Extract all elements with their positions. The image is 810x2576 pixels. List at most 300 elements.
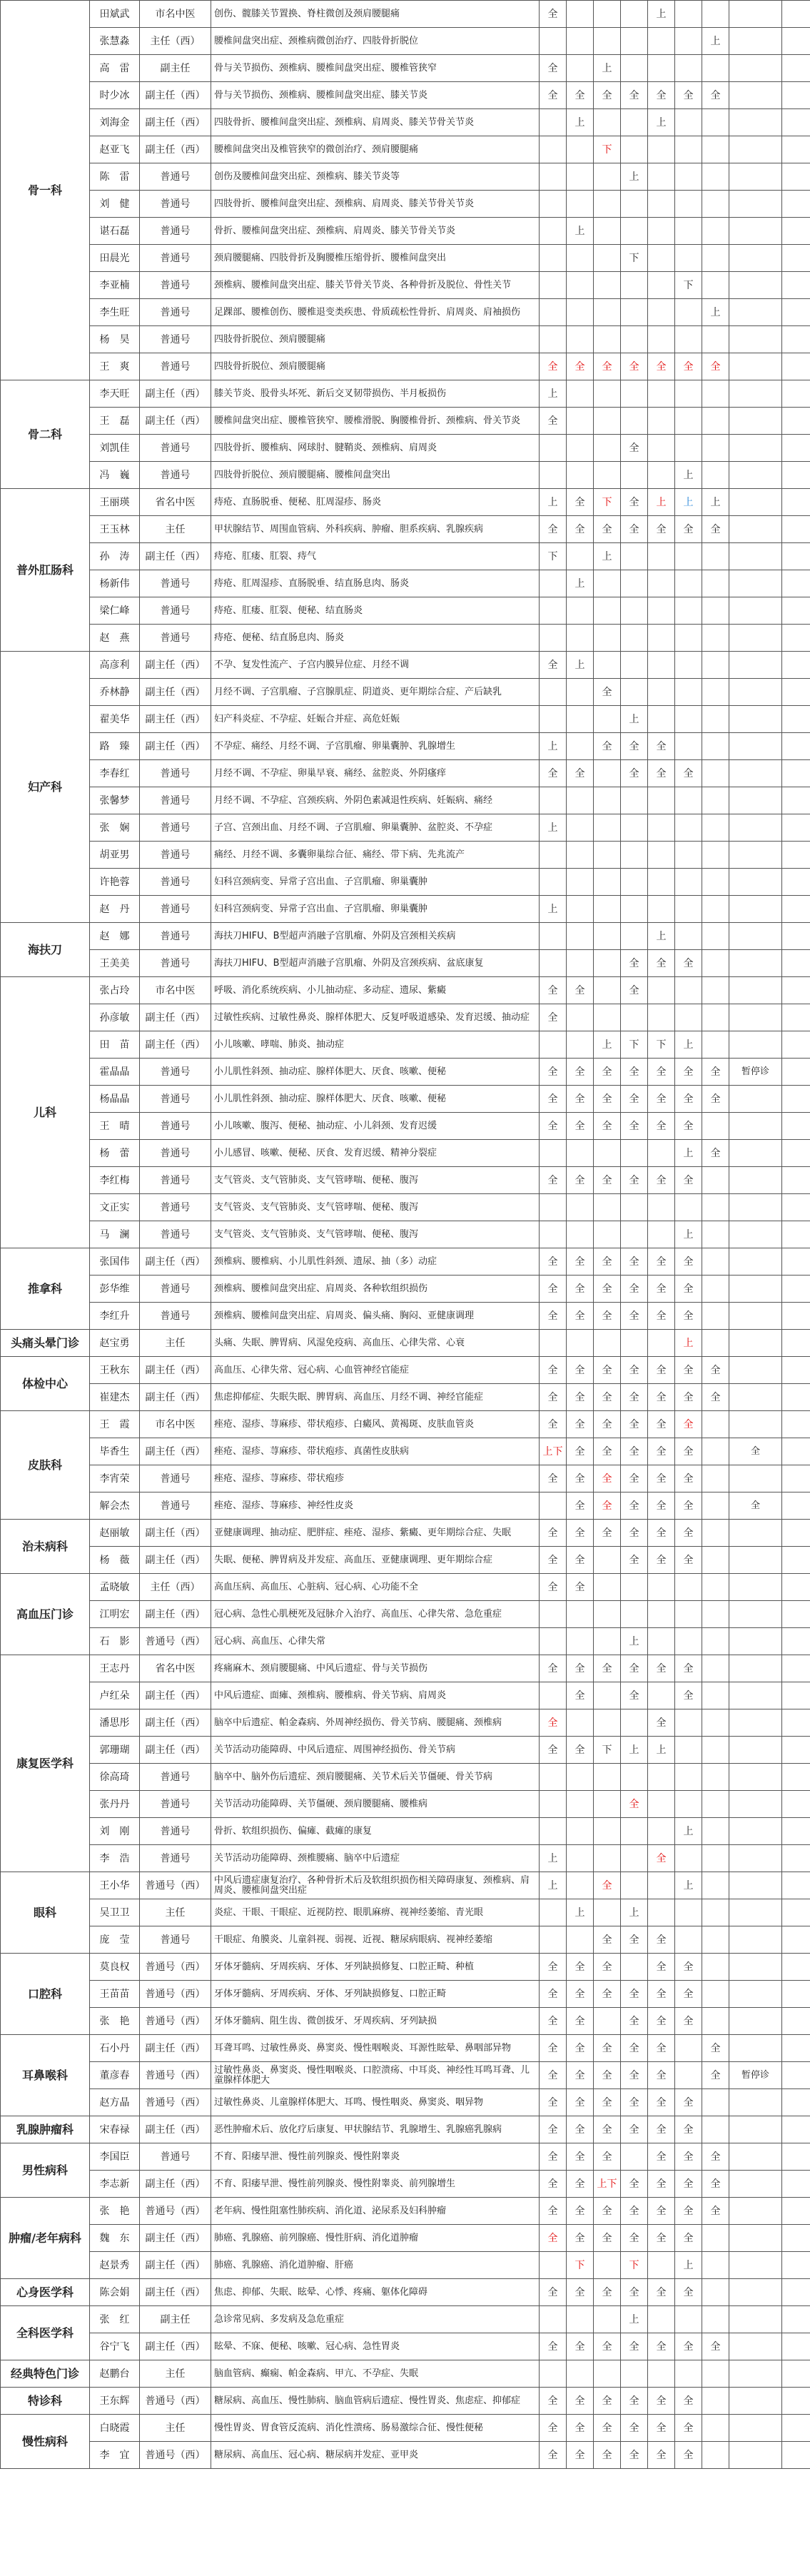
note-cell <box>782 55 810 82</box>
doctor-specialty: 痤疮、湿疹、荨麻疹、带状疱疹、真菌性皮肤病 <box>211 1438 540 1465</box>
schedule-cell <box>594 625 621 652</box>
schedule-cell <box>594 869 621 896</box>
schedule-cell <box>621 543 648 570</box>
note-cell <box>729 2089 782 2116</box>
note-cell <box>782 1492 810 1520</box>
schedule-cell: 全 <box>702 2198 729 2225</box>
schedule-cell: 上 <box>621 1737 648 1764</box>
schedule-cell: 全 <box>621 1520 648 1547</box>
note-cell <box>729 1330 782 1357</box>
doctor-row <box>1 2388 810 2415</box>
schedule-cell <box>621 109 648 136</box>
schedule-cell <box>675 842 702 869</box>
schedule-cell <box>567 1709 594 1737</box>
note-cell <box>782 1709 810 1737</box>
schedule-cell <box>675 814 702 842</box>
schedule-cell <box>675 326 702 353</box>
doctor-name: 张占玲 <box>90 977 140 1004</box>
schedule-cell <box>702 2442 729 2469</box>
doctor-title: 市名中医 <box>140 977 211 1004</box>
doctor-title: 普通号（西） <box>140 2442 211 2469</box>
note-cell <box>729 353 782 380</box>
schedule-cell: 全 <box>567 2415 594 2442</box>
schedule-cell <box>648 652 675 679</box>
schedule-cell <box>540 272 567 299</box>
schedule-cell: 全 <box>675 2143 702 2171</box>
schedule-cell <box>702 1981 729 2008</box>
schedule-cell <box>675 706 702 733</box>
schedule-cell <box>675 652 702 679</box>
schedule-cell <box>621 869 648 896</box>
schedule-cell <box>675 55 702 82</box>
doctor-specialty: 月经不调、不孕症、卵巢早衰、痛经、盆腔炎、外阴瘙痒 <box>211 760 540 787</box>
doctor-name: 杨 薇 <box>90 1547 140 1574</box>
doctor-row <box>1 2008 810 2035</box>
schedule-cell: 全 <box>621 516 648 543</box>
doctor-name: 李天旺 <box>90 380 140 408</box>
schedule-cell <box>675 1709 702 1737</box>
schedule-cell <box>675 787 702 814</box>
schedule-cell: 全 <box>675 2333 702 2360</box>
doctor-row <box>1 1 810 28</box>
schedule-cell <box>540 245 567 272</box>
schedule-cell <box>621 787 648 814</box>
doctor-row <box>1 299 810 326</box>
schedule-cell <box>567 408 594 435</box>
schedule-cell: 全 <box>567 1357 594 1384</box>
schedule-cell <box>594 814 621 842</box>
doctor-title: 普通号（西） <box>140 2388 211 2415</box>
doctor-title: 普通号 <box>140 1221 211 1248</box>
note-cell <box>782 787 810 814</box>
schedule-cell <box>702 1438 729 1465</box>
note-cell <box>782 1031 810 1059</box>
schedule-cell <box>648 462 675 489</box>
schedule-cell <box>675 1899 702 1926</box>
doctor-title: 普通号 <box>140 1818 211 1845</box>
schedule-cell <box>702 1194 729 1221</box>
schedule-cell: 上 <box>675 489 702 516</box>
note-cell <box>782 1465 810 1492</box>
department-name: 皮肤科 <box>1 1411 90 1520</box>
schedule-cell: 全 <box>594 516 621 543</box>
note-cell <box>729 1655 782 1682</box>
doctor-specialty: 颈椎病、腰椎间盘突出症、肩周炎、偏头痛、胸闷、亚健康调理 <box>211 1303 540 1330</box>
doctor-title: 副主任（西） <box>140 1384 211 1411</box>
note-cell <box>729 1601 782 1628</box>
department-name: 儿科 <box>1 977 90 1248</box>
doctor-name: 李国臣 <box>90 2143 140 2171</box>
doctor-name: 王 爽 <box>90 353 140 380</box>
doctor-specialty: 牙体牙髓病、牙周疾病、牙体、牙列缺损修复、口腔正畸、种植 <box>211 1954 540 1981</box>
department-name: 全科医学科 <box>1 2306 90 2360</box>
schedule-cell <box>621 462 648 489</box>
doctor-specialty: 中风后遗症康复治疗、各种骨折术后及软组织损伤相关障碍康复、颈椎病、肩周炎、腰椎间盘突出症 <box>211 1872 540 1899</box>
schedule-cell <box>702 923 729 950</box>
note-cell <box>782 1248 810 1276</box>
schedule-cell: 全 <box>621 1547 648 1574</box>
doctor-specialty: 海扶刀HIFU、B型超声消融子宫肌瘤、外阴及宫颈疾病、盆底康复 <box>211 950 540 977</box>
schedule-cell <box>594 163 621 191</box>
note-cell <box>729 272 782 299</box>
doctor-row <box>1 82 810 109</box>
schedule-cell <box>540 1031 567 1059</box>
doctor-specialty: 海扶刀HIFU、B型超声消融子宫肌瘤、外阴及宫颈相关疾病 <box>211 923 540 950</box>
note-cell <box>729 625 782 652</box>
schedule-cell: 全 <box>621 1086 648 1113</box>
schedule-cell: 全 <box>675 2008 702 2035</box>
doctor-title: 副主任（西） <box>140 1682 211 1709</box>
doctor-specialty: 妇产科炎症、不孕症、妊娠合并症、高危妊娠 <box>211 706 540 733</box>
doctor-row <box>1 1248 810 1276</box>
doctor-name: 霍晶晶 <box>90 1059 140 1086</box>
doctor-row <box>1 1221 810 1248</box>
note-cell <box>729 136 782 163</box>
doctor-row <box>1 1845 810 1872</box>
doctor-name: 李红梅 <box>90 1167 140 1194</box>
schedule-cell <box>648 842 675 869</box>
doctor-title: 副主任 <box>140 2306 211 2333</box>
note-cell <box>729 2306 782 2333</box>
schedule-cell <box>540 462 567 489</box>
schedule-cell: 全 <box>675 1492 702 1520</box>
schedule-cell <box>567 543 594 570</box>
schedule-cell <box>567 1845 594 1872</box>
doctor-title: 副主任（西） <box>140 109 211 136</box>
schedule-cell: 全 <box>567 2116 594 2143</box>
schedule-cell: 全 <box>675 1655 702 1682</box>
schedule-cell <box>621 191 648 218</box>
doctor-row <box>1 2116 810 2143</box>
note-cell <box>729 435 782 462</box>
note-cell <box>782 1954 810 1981</box>
note-cell <box>782 1438 810 1465</box>
schedule-cell <box>621 1330 648 1357</box>
note-cell <box>782 272 810 299</box>
doctor-title: 普通号 <box>140 1764 211 1791</box>
schedule-cell: 全 <box>648 1411 675 1438</box>
doctor-specialty: 小儿肌性斜颈、抽动症、腺样体肥大、厌食、咳嗽、便秘 <box>211 1086 540 1113</box>
note-cell <box>782 1926 810 1954</box>
schedule-cell: 全 <box>648 1520 675 1547</box>
doctor-name: 白晓霞 <box>90 2415 140 2442</box>
schedule-cell: 下 <box>594 136 621 163</box>
schedule-cell: 全 <box>594 2089 621 2116</box>
schedule-cell <box>567 1330 594 1357</box>
doctor-name: 崔建杰 <box>90 1384 140 1411</box>
schedule-cell: 全 <box>621 1384 648 1411</box>
schedule-cell: 全 <box>594 2116 621 2143</box>
doctor-specialty: 高血压、心律失常、冠心病、心血管神经官能症 <box>211 1357 540 1384</box>
schedule-cell <box>675 679 702 706</box>
schedule-cell: 全 <box>540 353 567 380</box>
doctor-row <box>1 353 810 380</box>
schedule-cell: 全 <box>594 1465 621 1492</box>
schedule-cell <box>594 1194 621 1221</box>
schedule-cell <box>567 55 594 82</box>
schedule-cell: 上 <box>675 2252 702 2279</box>
doctor-row <box>1 109 810 136</box>
schedule-cell: 全 <box>594 2062 621 2089</box>
schedule-cell: 全 <box>540 1086 567 1113</box>
schedule-cell: 全 <box>702 2171 729 2198</box>
schedule-cell <box>621 570 648 597</box>
schedule-cell <box>594 2008 621 2035</box>
schedule-cell: 全 <box>648 353 675 380</box>
doctor-specialty: 痤疮、湿疹、荨麻疹、带状疱疹、白癜风、黄褐斑、皮肤血管炎 <box>211 1411 540 1438</box>
schedule-cell <box>594 706 621 733</box>
doctor-name: 王东辉 <box>90 2388 140 2415</box>
note-cell <box>729 1574 782 1601</box>
schedule-cell <box>540 1601 567 1628</box>
schedule-cell: 全 <box>621 1167 648 1194</box>
note-cell <box>782 326 810 353</box>
schedule-cell: 上 <box>675 1330 702 1357</box>
doctor-row <box>1 1465 810 1492</box>
doctor-name: 乔林静 <box>90 679 140 706</box>
doctor-specialty: 四肢骨折、腰椎间盘突出症、颈椎病、肩周炎、膝关节骨关节炎 <box>211 191 540 218</box>
note-cell <box>782 1194 810 1221</box>
schedule-cell: 全 <box>648 1059 675 1086</box>
doctor-name: 李生旺 <box>90 299 140 326</box>
doctor-name: 李春红 <box>90 760 140 787</box>
schedule-cell <box>621 326 648 353</box>
schedule-cell <box>675 977 702 1004</box>
note-cell <box>782 2225 810 2252</box>
doctor-row <box>1 218 810 245</box>
schedule-cell: 全 <box>594 1872 621 1899</box>
schedule-cell: 全 <box>540 2198 567 2225</box>
schedule-cell: 全 <box>594 2035 621 2062</box>
schedule-cell: 上 <box>594 1031 621 1059</box>
doctor-row <box>1 787 810 814</box>
schedule-cell <box>702 462 729 489</box>
note-cell <box>729 82 782 109</box>
doctor-title: 普通号（西） <box>140 1872 211 1899</box>
doctor-title: 副主任（西） <box>140 1709 211 1737</box>
schedule-cell: 全 <box>540 2333 567 2360</box>
schedule-cell <box>567 245 594 272</box>
schedule-cell: 全 <box>648 2171 675 2198</box>
schedule-cell: 全 <box>675 2198 702 2225</box>
schedule-cell <box>621 1601 648 1628</box>
note-cell <box>729 543 782 570</box>
schedule-cell <box>621 1194 648 1221</box>
doctor-name: 赵 燕 <box>90 625 140 652</box>
schedule-cell: 全 <box>621 733 648 760</box>
schedule-cell: 全 <box>702 1059 729 1086</box>
note-cell <box>729 869 782 896</box>
schedule-cell: 全 <box>540 2388 567 2415</box>
doctor-title: 副主任（西） <box>140 543 211 570</box>
schedule-cell: 全 <box>675 1954 702 1981</box>
note-cell <box>729 299 782 326</box>
note-cell <box>729 1031 782 1059</box>
doctor-name: 王美美 <box>90 950 140 977</box>
doctor-row <box>1 1438 810 1465</box>
schedule-cell: 全 <box>648 1655 675 1682</box>
schedule-cell <box>540 679 567 706</box>
doctor-name: 解会杰 <box>90 1492 140 1520</box>
schedule-cell: 全 <box>594 353 621 380</box>
note-cell <box>729 2198 782 2225</box>
doctor-title: 副主任（西） <box>140 136 211 163</box>
schedule-cell: 全 <box>675 1547 702 1574</box>
schedule-cell: 全 <box>594 1492 621 1520</box>
doctor-name: 时少冰 <box>90 82 140 109</box>
schedule-cell: 全 <box>540 1465 567 1492</box>
doctor-name: 王丽瑛 <box>90 489 140 516</box>
doctor-title: 副主任（西） <box>140 2116 211 2143</box>
schedule-cell <box>567 1221 594 1248</box>
schedule-cell: 上 <box>567 218 594 245</box>
doctor-row <box>1 1194 810 1221</box>
doctor-specialty: 小儿咳嗽、腹泻、便秘、抽动症、小儿斜颈、发育迟缓 <box>211 1113 540 1140</box>
schedule-cell <box>702 2306 729 2333</box>
schedule-cell: 全 <box>675 2388 702 2415</box>
schedule-cell <box>621 1845 648 1872</box>
doctor-name: 胡亚男 <box>90 842 140 869</box>
schedule-cell <box>648 272 675 299</box>
doctor-specialty: 颈椎病、腰椎病、小儿肌性斜颈、遗尿、抽（多）动症 <box>211 1248 540 1276</box>
doctor-row <box>1 380 810 408</box>
schedule-cell: 全 <box>594 1357 621 1384</box>
doctor-row <box>1 245 810 272</box>
doctor-specialty: 焦虑抑郁症、失眠失眠、脾胃病、高血压、月经不调、神经官能症 <box>211 1384 540 1411</box>
schedule-cell <box>594 787 621 814</box>
note-cell <box>729 326 782 353</box>
doctor-name: 王 霞 <box>90 1411 140 1438</box>
schedule-cell: 全 <box>540 1411 567 1438</box>
schedule-cell: 全 <box>594 1981 621 2008</box>
doctor-name: 张 艳 <box>90 2008 140 2035</box>
doctor-name: 赵亚飞 <box>90 136 140 163</box>
schedule-cell: 全 <box>594 2279 621 2306</box>
schedule-cell <box>702 2225 729 2252</box>
doctor-row <box>1 28 810 55</box>
note-cell <box>782 2089 810 2116</box>
doctor-name: 赵丽敏 <box>90 1520 140 1547</box>
schedule-cell <box>594 191 621 218</box>
schedule-cell: 全 <box>540 977 567 1004</box>
note-cell <box>782 706 810 733</box>
doctor-title: 普通号 <box>140 1059 211 1086</box>
schedule-cell <box>594 218 621 245</box>
doctor-title: 普通号 <box>140 787 211 814</box>
doctor-specialty: 骨与关节损伤、颈椎病、腰椎间盘突出症、腰椎管狭窄 <box>211 55 540 82</box>
doctor-specialty: 月经不调、子宫肌瘤、子宫腺肌症、阴道炎、更年期综合症、产后缺乳 <box>211 679 540 706</box>
schedule-cell <box>621 2360 648 2388</box>
schedule-cell: 全 <box>621 1438 648 1465</box>
schedule-cell <box>648 408 675 435</box>
schedule-cell: 全 <box>648 82 675 109</box>
schedule-cell <box>540 1194 567 1221</box>
doctor-title: 普通号（西） <box>140 1981 211 2008</box>
doctor-title: 普通号 <box>140 218 211 245</box>
note-cell <box>729 516 782 543</box>
department-name: 慢性病科 <box>1 2415 90 2469</box>
doctor-title: 普通号 <box>140 570 211 597</box>
schedule-cell <box>702 1330 729 1357</box>
doctor-specialty: 颈肩腰腿痛、四肢骨折及胸腰椎压缩骨折、腰椎间盘突出 <box>211 245 540 272</box>
doctor-row <box>1 842 810 869</box>
schedule-cell: 全 <box>567 2198 594 2225</box>
doctor-specialty: 脑卒中后遗症、帕金森病、外周神经损伤、骨关节病、腰腿痛、颈椎病 <box>211 1709 540 1737</box>
schedule-cell <box>675 597 702 625</box>
schedule-cell <box>540 1140 567 1167</box>
schedule-cell: 上下 <box>540 1438 567 1465</box>
schedule-cell: 全 <box>648 1954 675 1981</box>
note-cell <box>782 1167 810 1194</box>
schedule-cell <box>702 1954 729 1981</box>
doctor-row <box>1 543 810 570</box>
schedule-cell <box>594 652 621 679</box>
doctor-title: 普通号（西） <box>140 2008 211 2035</box>
doctor-specialty: 足踝部、腰椎创伤、腰椎退变类疾患、骨质疏松性骨折、肩周炎、肩袖损伤 <box>211 299 540 326</box>
doctor-row <box>1 1113 810 1140</box>
note-cell <box>729 570 782 597</box>
doctor-name: 赵宝勇 <box>90 1330 140 1357</box>
note-cell <box>729 163 782 191</box>
doctor-name: 张 红 <box>90 2306 140 2333</box>
doctor-specialty: 不育、阳痿早泄、慢性前列腺炎、慢性附睾炎 <box>211 2143 540 2171</box>
schedule-cell: 全 <box>540 2116 567 2143</box>
doctor-specialty: 冠心病、急性心肌梗死及冠脉介入治疗、高血压、心律失常、急危重症 <box>211 1601 540 1628</box>
schedule-cell <box>594 842 621 869</box>
department-name: 眼科 <box>1 1872 90 1954</box>
schedule-cell: 上 <box>675 1872 702 1899</box>
doctor-title: 普通号 <box>140 923 211 950</box>
department-name: 耳鼻喉科 <box>1 2035 90 2116</box>
schedule-cell <box>702 2252 729 2279</box>
schedule-cell: 全 <box>675 1059 702 1086</box>
note-cell <box>782 1547 810 1574</box>
doctor-specialty: 痔疮、肛周湿疹、直肠脱垂、结直肠息肉、肠炎 <box>211 570 540 597</box>
doctor-specialty: 肺癌、乳腺癌、消化道肿瘤、肝癌 <box>211 2252 540 2279</box>
schedule-cell: 上 <box>621 163 648 191</box>
schedule-cell: 上 <box>621 1628 648 1655</box>
schedule-cell <box>540 218 567 245</box>
department-name: 头痛头晕门诊 <box>1 1330 90 1357</box>
doctor-name: 张国伟 <box>90 1248 140 1276</box>
doctor-row <box>1 1547 810 1574</box>
note-cell <box>729 2415 782 2442</box>
schedule-cell <box>567 842 594 869</box>
note-cell <box>729 977 782 1004</box>
schedule-cell: 全 <box>648 1167 675 1194</box>
schedule-cell <box>540 1899 567 1926</box>
doctor-specialty: 关节活动功能障碍、关节僵硬、颈肩腰腿痛、腰椎病 <box>211 1791 540 1818</box>
schedule-cell <box>621 299 648 326</box>
schedule-cell: 全 <box>675 1682 702 1709</box>
doctor-specialty: 颈椎病、腰椎间盘突出症、肩周炎、各种软组织损伤 <box>211 1276 540 1303</box>
schedule-cell <box>594 1845 621 1872</box>
doctor-row <box>1 1330 810 1357</box>
doctor-row <box>1 923 810 950</box>
schedule-cell: 全 <box>675 1086 702 1113</box>
note-cell <box>782 597 810 625</box>
doctor-specialty: 失眠、便秘、脾胃病及并发症、高血压、亚健康调理、更年期综合症 <box>211 1547 540 1574</box>
schedule-cell <box>648 543 675 570</box>
schedule-cell: 全 <box>594 1954 621 1981</box>
schedule-cell: 全 <box>567 1574 594 1601</box>
schedule-cell <box>702 1737 729 1764</box>
schedule-cell: 全 <box>594 2333 621 2360</box>
doctor-row <box>1 706 810 733</box>
schedule-cell <box>648 1221 675 1248</box>
schedule-cell <box>567 950 594 977</box>
schedule-cell: 下 <box>675 272 702 299</box>
